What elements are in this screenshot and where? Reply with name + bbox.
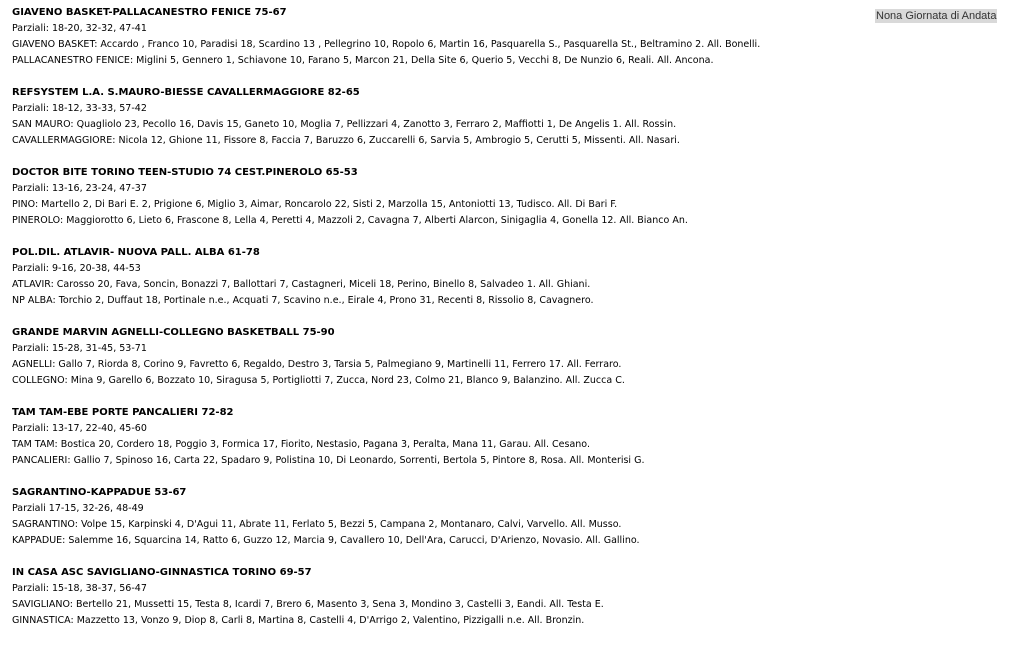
game-report	[12, 85, 1002, 165]
game-report	[12, 405, 1002, 485]
home-team-lineup: TAM TAM: Bostica 20, Cordero 18, Poggio 3, Formica 17, Fiorito, Nestasio, Pagana 3, Peralta, Mana 11, Garau. All. Cesano.	[12, 439, 590, 450]
away-team-lineup: GINNASTICA: Mazzetto 13, Vonzo 9, Diop 8, Carli 8, Martina 8, Castelli 4, D'Arrigo 2, Valentino, Pizzigalli n.e. All. Bronzin.	[12, 615, 585, 626]
game-partials: Parziali: 13-16, 23-24, 47-37	[12, 183, 147, 194]
home-team-lineup: SAGRANTINO: Volpe 15, Karpinski 4, D'Agui 11, Abrate 11, Ferlato 5, Bezzi 5, Campana 2, Montanaro, Calvi, Varvello. All. Musso.	[12, 519, 622, 530]
home-team-lineup: ATLAVIR: Carosso 20, Fava, Soncin, Bonazzi 7, Ballottari 7, Castagneri, Miceli 18, Perino, Binello 8, Salvadeo 1. All. Ghiani.	[12, 279, 591, 290]
away-team-lineup: PINEROLO: Maggiorotto 6, Lieto 6, Frascone 8, Lella 4, Peretti 4, Mazzoli 2, Cavagna 7, Alberti Alarcon, Sinigaglia 4, Gonella 12. All. Bianco An.	[12, 215, 688, 226]
game-title: REFSYSTEM L.A. S.MAURO-BIESSE CAVALLERMAGGIORE 82-65	[12, 87, 360, 98]
round-label: Nona Giornata di Andata	[876, 10, 997, 22]
game-report	[12, 325, 1002, 405]
home-team-lineup: GIAVENO BASKET: Accardo , Franco 10, Paradisi 18, Scardino 13 , Pellegrino 10, Ropolo 6, Martin 16, Pasquarella S., Pasquarella St., Beltramino 2. All. Bonelli.	[12, 39, 761, 50]
away-team-lineup: PALLACANESTRO FENICE: Miglini 5, Gennero 1, Schiavone 10, Farano 5, Marcon 21, Della Site 6, Querio 5, Vecchi 8, De Nunzio 6, Reali. All. Ancona.	[12, 55, 714, 66]
game-partials: Parziali: 9-16, 20-38, 44-53	[12, 263, 141, 274]
game-report	[12, 565, 1002, 645]
home-team-lineup: SAN MAURO: Quagliolo 23, Pecollo 16, Davis 15, Ganeto 10, Moglia 7, Pellizzari 4, Zanotto 3, Ferraro 2, Maffiotti 1, De Angelis 1. All. Rossin.	[12, 119, 677, 130]
game-partials: Parziali: 15-28, 31-45, 53-71	[12, 343, 147, 354]
game-title: TAM TAM-EBE PORTE PANCALIERI 72-82	[12, 407, 234, 418]
game-partials: Parziali: 15-18, 38-37, 56-47	[12, 583, 147, 594]
game-partials: Parziali: 18-20, 32-32, 47-41	[12, 23, 147, 34]
away-team-lineup: COLLEGNO: Mina 9, Garello 6, Bozzato 10, Siragusa 5, Portigliotti 7, Zucca, Nord 23, Colmo 21, Blanco 9, Balanzino. All. Zucca C.	[12, 375, 625, 386]
games-list	[12, 5, 1002, 645]
game-report	[12, 485, 1002, 565]
game-partials: Parziali 17-15, 32-26, 48-49	[12, 503, 144, 514]
game-report	[12, 245, 1002, 325]
game-title: IN CASA ASC SAVIGLIANO-GINNASTICA TORINO 69-57	[12, 567, 312, 578]
away-team-lineup: KAPPADUE: Salemme 16, Squarcina 14, Ratto 6, Guzzo 12, Marcia 9, Cavallero 10, Dell'Ara, Carucci, D'Arienzo, Novasio. All. Gallino.	[12, 535, 640, 546]
game-title: GIAVENO BASKET-PALLACANESTRO FENICE 75-67	[12, 7, 287, 18]
game-title: GRANDE MARVIN AGNELLI-COLLEGNO BASKETBALL 75-90	[12, 327, 335, 338]
game-partials: Parziali: 18-12, 33-33, 57-42	[12, 103, 147, 114]
game-partials: Parziali: 13-17, 22-40, 45-60	[12, 423, 147, 434]
away-team-lineup: NP ALBA: Torchio 2, Duffaut 18, Portinale n.e., Acquati 7, Scavino n.e., Eirale 4, Prono 31, Recenti 8, Rissolio 8, Cavagnero.	[12, 295, 594, 306]
game-title: DOCTOR BITE TORINO TEEN-STUDIO 74 CEST.PINEROLO 65-53	[12, 167, 358, 178]
game-report	[12, 5, 1002, 85]
home-team-lineup: SAVIGLIANO: Bertello 21, Mussetti 15, Testa 8, Icardi 7, Brero 6, Masento 3, Sena 3, Mondino 3, Castelli 3, Eandi. All. Testa E.	[12, 599, 604, 610]
game-title: POL.DIL. ATLAVIR- NUOVA PALL. ALBA 61-78	[12, 247, 260, 258]
game-title: SAGRANTINO-KAPPADUE 53-67	[12, 487, 187, 498]
home-team-lineup: PINO: Martello 2, Di Bari E. 2, Prigione 6, Miglio 3, Aimar, Roncarolo 22, Sisti 2, Marzolla 15, Antoniotti 13, Tudisco. All. Di Bari F.	[12, 199, 618, 210]
home-team-lineup: AGNELLI: Gallo 7, Riorda 8, Corino 9, Favretto 6, Regaldo, Destro 3, Tarsia 5, Palmegiano 9, Martinelli 11, Ferrero 17. All. Ferraro.	[12, 359, 622, 370]
away-team-lineup: CAVALLERMAGGIORE: Nicola 12, Ghione 11, Fissore 8, Faccia 7, Baruzzo 6, Zuccarelli 6, Sarvia 5, Ambrogio 5, Cerutti 5, Missenti. All. Nasari.	[12, 135, 680, 146]
game-report	[12, 165, 1002, 245]
away-team-lineup: PANCALIERI: Gallio 7, Spinoso 16, Carta 22, Spadaro 9, Polistina 10, Di Leonardo, Sorrenti, Bertola 5, Pintore 8, Rosa. All. Monterisi G.	[12, 455, 645, 466]
